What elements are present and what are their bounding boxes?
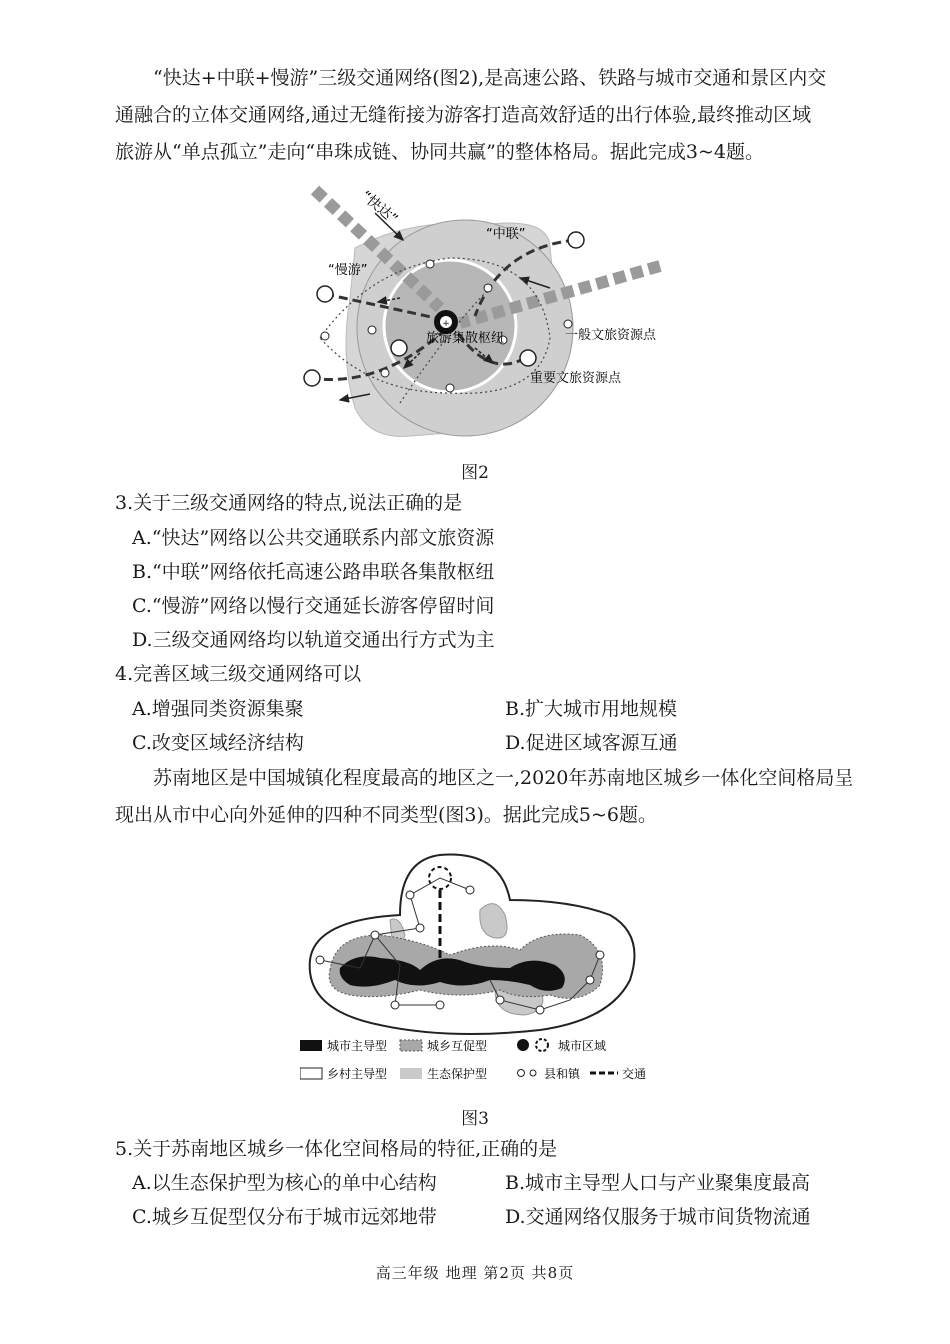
intro-line: 旅游从“单点孤立”走向“串珠成链、协同共赢”的整体格局。据此完成3~4题。 bbox=[115, 141, 764, 163]
legend-swatch-eco bbox=[400, 1068, 422, 1079]
general-point bbox=[321, 332, 329, 340]
question-3-option-b[interactable]: B.“中联”网络依托高速公路串联各集散枢纽 bbox=[132, 561, 495, 583]
general-point bbox=[368, 326, 376, 334]
important-point bbox=[568, 232, 584, 248]
intro-line: 苏南地区是中国城镇化程度最高的地区之一,2020年苏南地区城乡一体化空间格局呈 bbox=[153, 767, 854, 789]
question-5-option-b[interactable]: B.城市主导型人口与产业聚集度最高 bbox=[505, 1172, 811, 1194]
important-point bbox=[391, 340, 407, 356]
town bbox=[496, 996, 504, 1004]
legend-swatch-town-2 bbox=[530, 1070, 536, 1076]
town bbox=[596, 951, 604, 959]
question-4-option-c[interactable]: C.改变区域经济结构 bbox=[132, 732, 304, 754]
town bbox=[416, 924, 424, 932]
figure-2-transport-network bbox=[300, 178, 700, 440]
general-point bbox=[426, 260, 434, 268]
figure-3-caption: 图3 bbox=[461, 1109, 489, 1129]
legend-eco: 生态保护型 bbox=[427, 1067, 488, 1081]
intro-line: “快达+中联+慢游”三级交通网络(图2),是高速公路、铁路与城市交通和景区内交 bbox=[153, 67, 827, 89]
town bbox=[536, 1006, 544, 1014]
legend-transport: 交通 bbox=[622, 1067, 647, 1081]
intro-paragraph-2 bbox=[115, 760, 854, 834]
figure-3-urban-rural-pattern bbox=[300, 840, 650, 1090]
important-point bbox=[304, 370, 320, 386]
label-manyou: “慢游” bbox=[328, 263, 368, 278]
intro-line: 通融合的立体交通网络,通过无缝衔接为游客打造高效舒适的出行体验,最终推动区域 bbox=[115, 104, 812, 126]
question-5-option-c[interactable]: C.城乡互促型仅分布于城市远郊地带 bbox=[132, 1206, 437, 1228]
question-5-stem: 5.关于苏南地区城乡一体化空间格局的特征,正确的是 bbox=[115, 1138, 558, 1160]
question-3-stem: 3.关于三级交通网络的特点,说法正确的是 bbox=[115, 492, 463, 514]
question-4-option-a[interactable]: A.增强同类资源集聚 bbox=[132, 698, 304, 720]
town bbox=[586, 976, 594, 984]
svg-text:+: + bbox=[442, 319, 450, 329]
legend-swatch-city-solid bbox=[517, 1039, 529, 1051]
general-point bbox=[381, 369, 389, 377]
figure-2-caption: 图2 bbox=[461, 463, 489, 483]
legend-mixed: 城乡互促型 bbox=[427, 1039, 488, 1053]
label-general: 一般文旅资源点 bbox=[565, 328, 657, 343]
label-important: 重要文旅资源点 bbox=[530, 371, 622, 386]
town bbox=[436, 1001, 444, 1009]
town bbox=[391, 1001, 399, 1009]
town bbox=[466, 886, 474, 894]
town bbox=[371, 931, 379, 939]
label-hub: 旅游集散枢纽 bbox=[426, 331, 505, 346]
important-point bbox=[317, 286, 333, 302]
page-footer: 高三年级 地理 第2页 共8页 bbox=[375, 1264, 575, 1282]
label-kuaida: “快达” bbox=[357, 187, 401, 228]
legend-swatch-rural bbox=[300, 1068, 322, 1079]
intro-line: 现出从市中心向外延伸的四种不同类型(图3)。据此完成5~6题。 bbox=[115, 804, 658, 826]
question-5-option-d[interactable]: D.交通网络仅服务于城市间货物流通 bbox=[505, 1206, 811, 1228]
label-zhonglian: “中联” bbox=[486, 227, 526, 242]
legend-city: 城市区域 bbox=[558, 1039, 607, 1053]
legend-swatch-city-dashed bbox=[536, 1039, 548, 1051]
intro-paragraph-1 bbox=[115, 60, 850, 171]
town bbox=[406, 891, 414, 899]
legend-swatch-mixed bbox=[400, 1040, 422, 1051]
general-point bbox=[564, 320, 572, 328]
general-point bbox=[484, 284, 492, 292]
question-4-option-d[interactable]: D.促进区域客源互通 bbox=[505, 732, 678, 754]
question-4-stem: 4.完善区域三级交通网络可以 bbox=[115, 663, 362, 685]
question-4-option-b[interactable]: B.扩大城市用地规模 bbox=[505, 698, 678, 720]
question-3-option-c[interactable]: C.“慢游”网络以慢行交通延长游客停留时间 bbox=[132, 595, 495, 617]
important-point bbox=[520, 350, 536, 366]
legend-urban: 城市主导型 bbox=[327, 1039, 388, 1053]
question-3-option-d[interactable]: D.三级交通网络均以轨道交通出行方式为主 bbox=[132, 629, 495, 651]
legend-swatch-town-1 bbox=[518, 1070, 525, 1077]
general-point bbox=[446, 384, 454, 392]
legend-rural: 乡村主导型 bbox=[327, 1067, 388, 1081]
question-5-option-a[interactable]: A.以生态保护型为核心的单中心结构 bbox=[132, 1172, 437, 1194]
town bbox=[316, 956, 324, 964]
legend-town: 县和镇 bbox=[544, 1067, 581, 1081]
question-3-option-a[interactable]: A.“快达”网络以公共交通联系内部文旅资源 bbox=[132, 527, 495, 549]
legend-swatch-urban bbox=[300, 1040, 322, 1051]
